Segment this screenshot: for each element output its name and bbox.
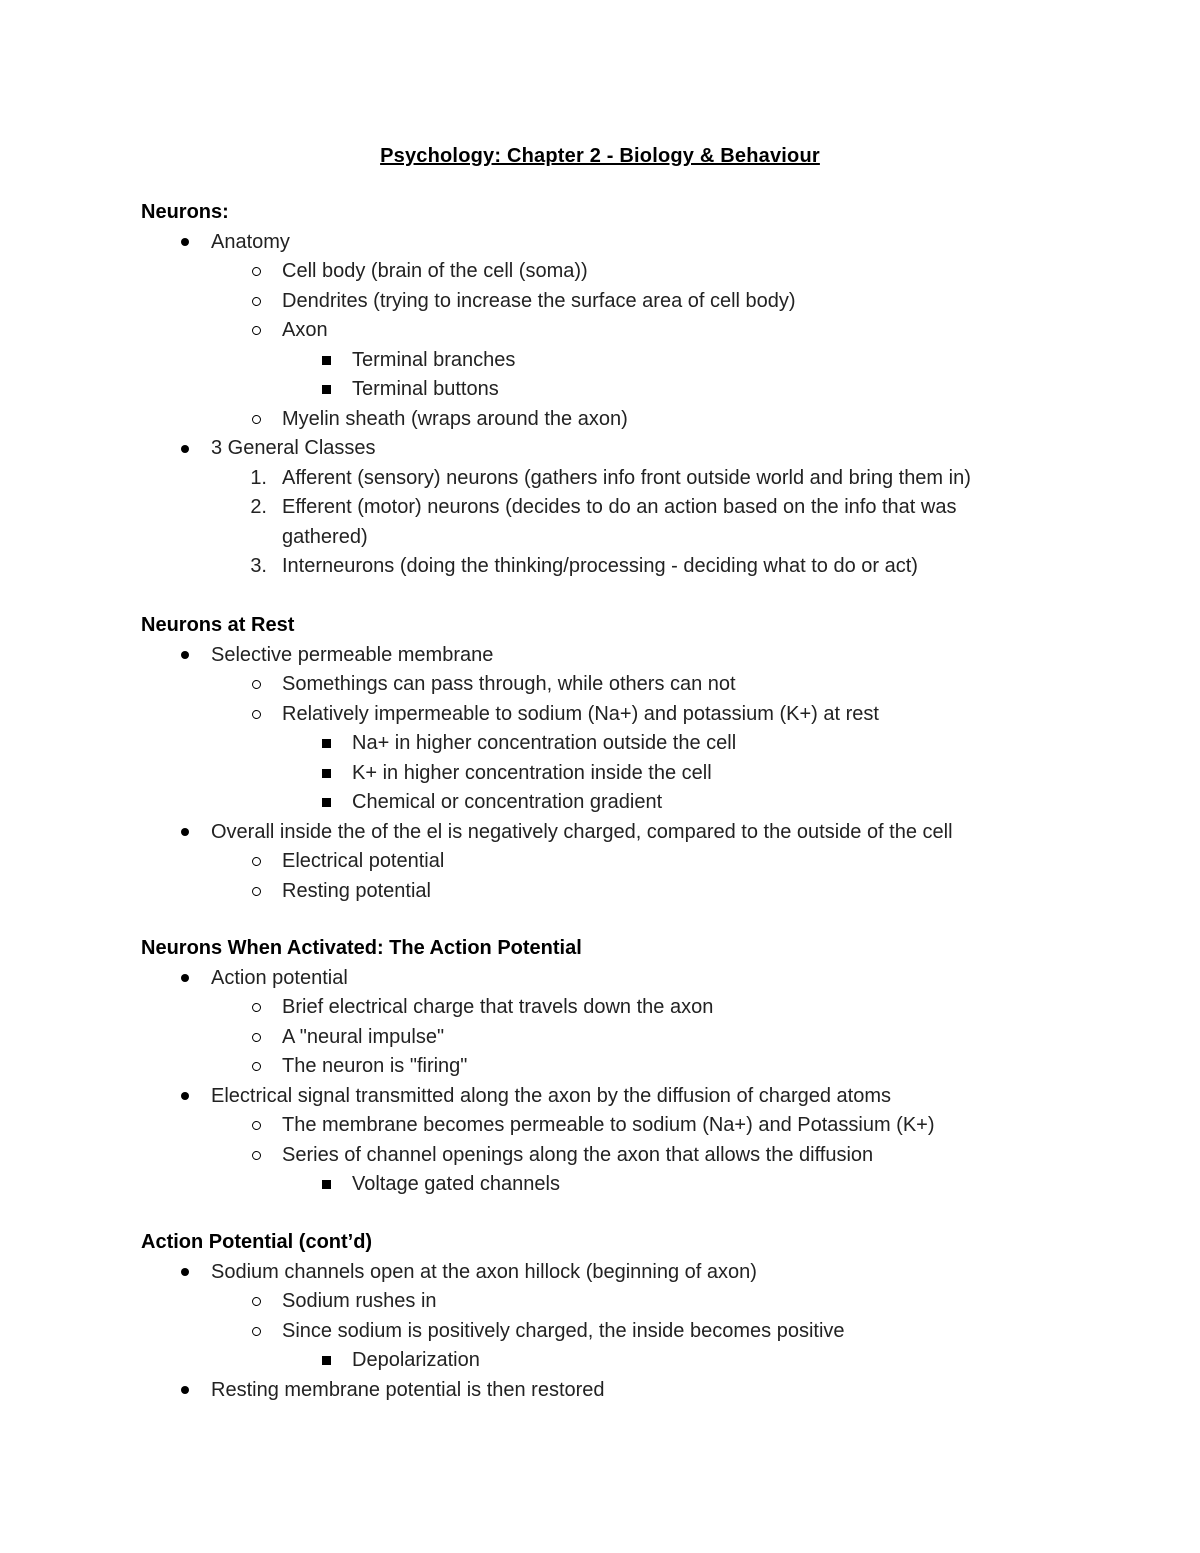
bullet-square-icon — [316, 1346, 336, 1376]
list-item-text: Somethings can pass through, while others can not — [282, 673, 736, 695]
list-item — [141, 1052, 1061, 1082]
list-item — [141, 1023, 1061, 1053]
list-item — [141, 1376, 1061, 1406]
list-item — [141, 964, 1061, 994]
list-item — [141, 670, 1061, 700]
bullet-dot-icon — [175, 964, 195, 994]
list-item — [141, 818, 1061, 848]
list-item — [141, 375, 1061, 405]
document-title: Psychology: Chapter 2 - Biology & Behaviour — [380, 145, 820, 167]
list-item-text: Na+ in higher concentration outside the cell — [352, 732, 737, 754]
bullet-dot-icon — [175, 434, 195, 464]
bullet-circle-icon — [246, 1141, 266, 1171]
list-item-text: Relatively impermeable to sodium (Na+) and potassium (K+) at rest — [282, 702, 879, 725]
bullet-square-icon — [316, 788, 336, 818]
list-item-text: K+ in higher concentration inside the cell — [352, 761, 712, 784]
bullet-circle-icon — [246, 405, 266, 435]
bullet-circle-icon — [246, 1111, 266, 1141]
list-item-text: Resting potential — [282, 879, 431, 902]
list-item-text: Interneurons (doing the thinking/processing - deciding what to do or act) — [282, 555, 918, 577]
section-heading: Neurons at Rest — [141, 614, 295, 636]
list-item-text: 3 General Classes — [211, 437, 376, 459]
list-item-text: Overall inside the of the el is negatively charged, compared to the outside of the cell — [211, 820, 953, 843]
bullet-circle-icon — [246, 1317, 266, 1347]
list-item — [141, 993, 1061, 1023]
bullet-circle-icon — [246, 847, 266, 877]
bullet-dot-icon — [175, 818, 195, 848]
bullet-dot-icon — [175, 641, 195, 671]
bullet-circle-icon — [246, 993, 266, 1023]
list-item-continuation: gathered) — [282, 525, 368, 548]
list-item-text: Brief electrical charge that travels down the axon — [282, 996, 714, 1018]
section-heading: Action Potential (cont’d) — [141, 1231, 373, 1253]
list-item — [141, 1082, 1061, 1112]
list-item-text: Efferent (motor) neurons (decides to do an action based on the info that was — [282, 496, 957, 518]
bullet-dot-icon — [175, 228, 195, 258]
section-action-potential-contd — [141, 1228, 1061, 1405]
list-item — [141, 346, 1061, 376]
bullet-square-icon — [316, 375, 336, 405]
bullet-dot-icon — [175, 1376, 195, 1406]
list-number — [237, 552, 267, 582]
list-item-text: Anatomy — [211, 230, 290, 253]
list-item — [141, 847, 1061, 877]
list-item-text: Series of channel openings along the axon that allows the diffusion — [282, 1143, 874, 1166]
bullet-square-icon — [316, 729, 336, 759]
list-item-text: Since sodium is positively charged, the inside becomes positive — [282, 1319, 845, 1342]
bullet-circle-icon — [246, 877, 266, 907]
list-item-text: Terminal branches — [352, 348, 516, 371]
list-item-text: Dendrites (trying to increase the surface area of cell body) — [282, 289, 796, 312]
bullet-square-icon — [316, 346, 336, 376]
bullet-circle-icon — [246, 287, 266, 317]
bullet-dot-icon — [175, 1082, 195, 1112]
list-item — [141, 1141, 1061, 1171]
list-item — [141, 552, 1061, 582]
list-item — [141, 434, 1061, 464]
list-item — [141, 1111, 1061, 1141]
bullet-square-icon — [316, 759, 336, 789]
list-item-text: Sodium channels open at the axon hillock (beginning of axon) — [211, 1260, 757, 1283]
list-item-text: Selective permeable membrane — [211, 643, 494, 666]
list-item-text: Terminal buttons — [352, 378, 499, 400]
list-number-text: 1. — [250, 466, 267, 489]
list-item-text: Afferent (sensory) neurons (gathers info front outside world and bring them in) — [282, 466, 971, 489]
list-item — [141, 788, 1061, 818]
section-neurons — [141, 198, 1061, 582]
list-item-text: Sodium rushes in — [282, 1290, 437, 1312]
list-number — [237, 493, 267, 523]
bullet-circle-icon — [246, 1287, 266, 1317]
list-item — [141, 1258, 1061, 1288]
list-item — [141, 287, 1061, 317]
list-item — [141, 729, 1061, 759]
list-item — [141, 493, 1061, 552]
list-item — [141, 1287, 1061, 1317]
list-item — [141, 1346, 1061, 1376]
section-action-potential — [141, 934, 1061, 1200]
bullet-circle-icon — [246, 316, 266, 346]
list-item — [141, 228, 1061, 258]
list-item-text: Electrical potential — [282, 850, 445, 872]
list-number-text: 3. — [250, 555, 267, 577]
list-item — [141, 641, 1061, 671]
list-item — [141, 405, 1061, 435]
bullet-circle-icon — [246, 700, 266, 730]
section-heading: Neurons When Activated: The Action Potential — [141, 937, 582, 959]
list-item-text: Cell body (brain of the cell (soma)) — [282, 260, 588, 282]
list-item-text: The neuron is "firing" — [282, 1055, 468, 1077]
list-number-text: 2. — [250, 496, 267, 518]
list-item-text: Action potential — [211, 966, 348, 989]
list-item-text: A "neural impulse" — [282, 1025, 445, 1048]
list-item-text: Myelin sheath (wraps around the axon) — [282, 407, 628, 430]
list-item — [141, 700, 1061, 730]
list-item — [141, 877, 1061, 907]
list-item-text: Axon — [282, 319, 328, 341]
bullet-circle-icon — [246, 1052, 266, 1082]
list-item — [141, 1170, 1061, 1200]
list-item — [141, 464, 1061, 494]
list-item-text: Electrical signal transmitted along the axon by the diffusion of charged atoms — [211, 1084, 892, 1107]
list-item — [141, 316, 1061, 346]
bullet-circle-icon — [246, 670, 266, 700]
list-item-text: Resting membrane potential is then restored — [211, 1378, 605, 1401]
section-heading: Neurons: — [141, 201, 229, 223]
list-item-text: Depolarization — [352, 1349, 480, 1371]
bullet-circle-icon — [246, 257, 266, 287]
list-item — [141, 1317, 1061, 1347]
list-item-text: The membrane becomes permeable to sodium (Na+) and Potassium (K+) — [282, 1114, 935, 1136]
bullet-square-icon — [316, 1170, 336, 1200]
list-item — [141, 759, 1061, 789]
section-neurons-at-rest — [141, 611, 1061, 906]
list-number — [237, 464, 267, 494]
list-item — [141, 257, 1061, 287]
bullet-dot-icon — [175, 1258, 195, 1288]
bullet-circle-icon — [246, 1023, 266, 1053]
list-item-text: Voltage gated channels — [352, 1173, 560, 1195]
list-item-text: Chemical or concentration gradient — [352, 791, 663, 813]
